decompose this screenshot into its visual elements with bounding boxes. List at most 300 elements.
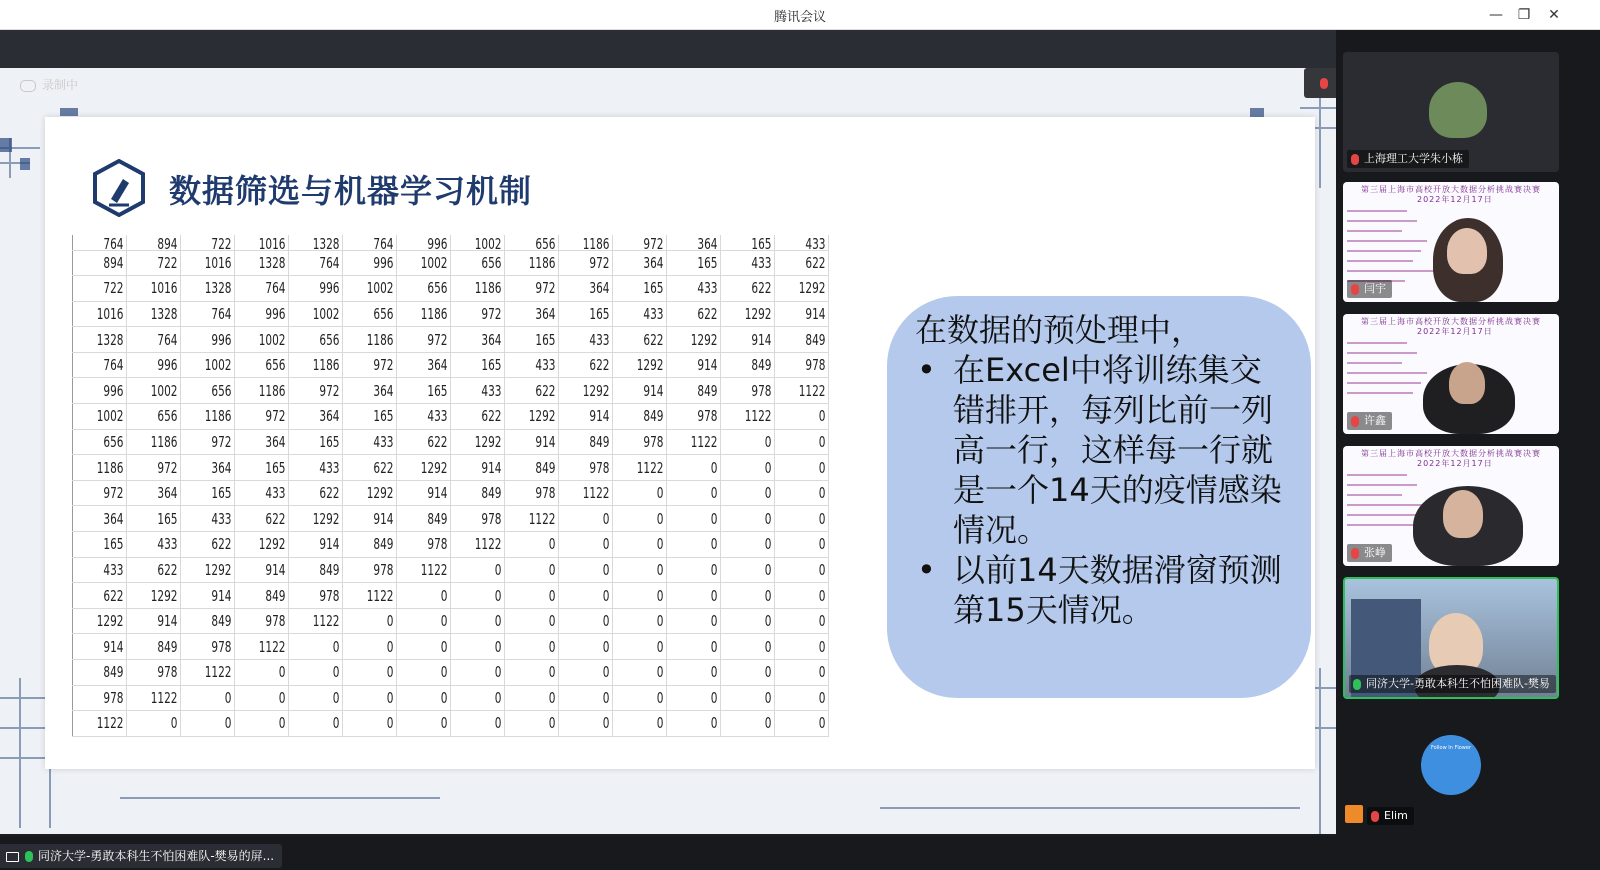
table-cell: 0 [624,711,666,737]
table-cell: 165 [138,506,180,532]
participant-panel [1336,30,1600,870]
table-cell: 622 [678,301,720,327]
table-cell: 0 [786,506,828,532]
table-cell: 1292 [462,429,504,455]
table-cell: 0 [678,506,720,532]
table-cell: 622 [624,327,666,353]
recording-label: 录制中 [42,78,79,92]
table-cell: 0 [570,557,612,583]
participant-tile[interactable] [1343,52,1559,172]
table-cell: 0 [462,634,504,660]
table-cell: 978 [246,608,288,634]
mic-active-icon [25,851,33,862]
document-date: 2022年12月17日 [1417,459,1493,468]
mic-muted-icon [1351,154,1359,165]
table-cell: 1292 [84,608,126,634]
data-table [72,235,890,755]
table-cell: 914 [246,557,288,583]
table-cell: 972 [84,480,126,506]
document-title: 第三届上海市高校开放大数据分析挑战赛决赛 [1361,185,1541,194]
excel-grid [72,235,829,737]
table-cell: 996 [354,250,396,276]
table-row [73,455,829,481]
table-cell: 764 [84,235,126,250]
table-cell: 0 [624,532,666,558]
table-cell: 0 [732,455,774,481]
table-cell: 849 [678,378,720,404]
table-cell: 978 [678,404,720,430]
table-cell: 0 [300,634,342,660]
table-cell: 433 [300,455,342,481]
table-cell: 0 [732,429,774,455]
table-cell: 0 [462,685,504,711]
table-cell: 1186 [516,250,558,276]
table-cell: 722 [138,250,180,276]
table-cell: 433 [624,301,666,327]
table-cell: 656 [462,250,504,276]
table-cell: 165 [516,327,558,353]
table-cell: 433 [678,276,720,302]
table-cell: 0 [678,455,720,481]
table-cell: 1186 [84,455,126,481]
table-cell: 1292 [732,301,774,327]
table-cell: 1186 [192,404,234,430]
table-cell: 0 [678,634,720,660]
table-cell: 433 [462,378,504,404]
table-cell: 0 [786,480,828,506]
table-cell: 165 [408,378,450,404]
table-cell: 656 [408,276,450,302]
table-cell: 996 [246,301,288,327]
table-cell: 1122 [354,583,396,609]
table-cell: 165 [570,301,612,327]
table-cell: 0 [678,608,720,634]
table-cell: 165 [300,429,342,455]
window-title: 腾讯会议 [773,10,826,25]
table-cell: 0 [354,634,396,660]
table-cell: 622 [462,404,504,430]
table-cell: 622 [354,455,396,481]
table-cell: 364 [516,301,558,327]
table-row [73,429,829,455]
table-cell: 1292 [192,557,234,583]
table-cell: 622 [192,532,234,558]
table-cell: 849 [624,404,666,430]
table-row [73,711,829,737]
share-label-text: 同济大学-勇敢本科生不怕困难队-樊易的屏... [38,849,275,863]
table-row [73,660,829,686]
table-cell: 764 [300,250,342,276]
table-cell: 656 [138,404,180,430]
document-title: 第三届上海市高校开放大数据分析挑战赛决赛 [1361,317,1541,326]
table-cell: 1122 [462,532,504,558]
table-row [73,301,829,327]
table-cell: 914 [678,352,720,378]
mic-muted-icon [1351,548,1359,559]
table-row [73,327,829,353]
pencil-hexagon-icon [93,159,145,217]
table-cell: 0 [624,506,666,532]
table-cell: 1186 [570,235,612,250]
table-cell: 1292 [678,327,720,353]
table-cell: 0 [192,711,234,737]
participant-name: 张峥 [1347,544,1392,562]
table-cell: 972 [138,455,180,481]
table-cell: 0 [570,660,612,686]
table-row [73,608,829,634]
table-cell: 914 [138,608,180,634]
table-cell: 656 [300,327,342,353]
mic-muted-icon [1351,416,1359,427]
table-cell: 433 [354,429,396,455]
table-cell: 0 [516,711,558,737]
table-cell: 1122 [624,455,666,481]
mic-muted-icon [1371,811,1379,822]
table-cell: 996 [192,327,234,353]
table-cell: 0 [246,685,288,711]
table-cell: 0 [570,532,612,558]
table-cell: 0 [624,583,666,609]
shared-screen-stage [0,30,1360,836]
table-cell: 0 [624,557,666,583]
table-cell: 0 [354,608,396,634]
mic-muted-icon [1351,284,1359,295]
table-cell: 0 [570,685,612,711]
table-cell: 622 [138,557,180,583]
table-cell: 978 [138,660,180,686]
mic-muted-icon [1320,78,1328,89]
table-cell: 0 [786,455,828,481]
table-cell: 0 [300,685,342,711]
table-cell: 1186 [246,378,288,404]
stage-top-strip [0,30,1360,68]
table-cell: 972 [516,276,558,302]
table-cell: 894 [84,250,126,276]
table-cell: 0 [786,404,828,430]
table-cell: 0 [678,532,720,558]
table-cell: 364 [678,235,720,250]
table-cell: 1328 [84,327,126,353]
table-cell: 1002 [246,327,288,353]
table-cell: 972 [246,404,288,430]
table-cell: 656 [246,352,288,378]
table-cell: 656 [192,378,234,404]
table-cell: 1292 [354,480,396,506]
table-cell: 978 [84,685,126,711]
table-cell: 0 [624,608,666,634]
table-cell: 914 [84,634,126,660]
table-cell: 364 [138,480,180,506]
table-row [73,532,829,558]
table-cell: 0 [786,634,828,660]
table-row [73,404,829,430]
participant-tile[interactable] [1343,709,1559,829]
table-cell: 0 [246,660,288,686]
table-cell: 978 [192,634,234,660]
table-cell: 849 [516,455,558,481]
table-cell: 972 [192,429,234,455]
table-cell: 433 [408,404,450,430]
table-cell: 1292 [570,378,612,404]
table-cell: 0 [408,685,450,711]
table-cell: 1016 [192,250,234,276]
table-cell: 165 [246,455,288,481]
participant-name: 上海理工大学朱小栋 [1347,150,1469,168]
table-cell: 0 [678,660,720,686]
table-cell: 364 [246,429,288,455]
table-cell: 996 [84,378,126,404]
table-cell: 764 [354,235,396,250]
table-cell: 0 [354,660,396,686]
table-cell: 364 [570,276,612,302]
table-cell: 1292 [138,583,180,609]
table-cell: 972 [300,378,342,404]
table-cell: 1002 [354,276,396,302]
table-cell: 0 [786,557,828,583]
table-cell: 914 [516,429,558,455]
participant-tile[interactable] [1343,446,1559,566]
table-cell: 433 [516,352,558,378]
table-cell: 1122 [84,711,126,737]
table-cell: 1016 [84,301,126,327]
table-cell: 0 [732,557,774,583]
table-cell: 1122 [192,660,234,686]
table-cell: 0 [354,711,396,737]
table-cell: 849 [138,634,180,660]
table-cell: 0 [678,583,720,609]
table-cell: 165 [462,352,504,378]
bottom-status-bar [0,836,1336,870]
table-cell: 0 [300,660,342,686]
table-cell: 364 [300,404,342,430]
table-cell: 1292 [786,276,828,302]
table-cell: 1002 [84,404,126,430]
table-cell: 1002 [138,378,180,404]
table-cell: 1292 [300,506,342,532]
table-row [73,250,829,276]
document-date: 2022年12月17日 [1417,327,1493,336]
slide-title: 数据筛选与机器学习机制 [169,172,533,210]
table-cell: 0 [570,634,612,660]
minimize-icon[interactable]: — [1489,7,1503,23]
table-cell: 0 [462,557,504,583]
table-cell: 0 [408,608,450,634]
presentation-slide [45,117,1315,769]
table-cell: 433 [732,250,774,276]
table-cell: 1122 [678,429,720,455]
table-cell: 165 [192,480,234,506]
table-row [73,685,829,711]
table-cell: 1122 [138,685,180,711]
table-cell: 0 [462,711,504,737]
table-cell: 0 [300,711,342,737]
table-cell: 165 [354,404,396,430]
table-row [73,480,829,506]
table-cell: 914 [732,327,774,353]
table-cell: 1016 [138,276,180,302]
table-row [73,634,829,660]
table-cell: 622 [516,378,558,404]
table-cell: 0 [516,583,558,609]
user-avatar-icon [1345,805,1363,823]
table-cell: 0 [246,711,288,737]
participant-name: 同济大学-勇敢本科生不怕困难队-樊易 [1349,675,1556,693]
table-cell: 849 [786,327,828,353]
table-cell: 433 [570,327,612,353]
screen-share-label[interactable] [0,844,282,868]
explanation-bubble [887,296,1311,698]
table-row [73,352,829,378]
table-cell: 0 [516,634,558,660]
avatar [1429,82,1487,138]
table-cell: 0 [516,685,558,711]
table-cell: 1292 [246,532,288,558]
bubble-intro: 在数据的预处理中， [915,311,1204,349]
table-cell: 849 [84,660,126,686]
table-cell: 165 [732,235,774,250]
table-cell: 972 [624,235,666,250]
table-cell: 1122 [516,506,558,532]
window-titlebar [0,0,1600,30]
table-cell: 1328 [300,235,342,250]
participant-tile-active[interactable] [1343,577,1559,699]
table-cell: 622 [84,583,126,609]
table-cell: 622 [570,352,612,378]
table-cell: 978 [516,480,558,506]
table-cell: 1122 [732,404,774,430]
table-cell: 894 [138,235,180,250]
mic-active-icon [1353,679,1361,690]
table-cell: 996 [300,276,342,302]
participant-tile[interactable] [1343,182,1559,302]
table-cell: 656 [516,235,558,250]
table-row [73,276,829,302]
table-cell: 972 [462,301,504,327]
table-cell: 364 [354,378,396,404]
table-cell: 0 [624,480,666,506]
table-row [73,235,829,250]
table-cell: 0 [408,583,450,609]
table-cell: 914 [570,404,612,430]
table-row [73,583,829,609]
table-cell: 978 [408,532,450,558]
table-cell: 0 [732,685,774,711]
restore-icon[interactable]: ❐ [1517,7,1531,23]
table-cell: 978 [300,583,342,609]
table-cell: 849 [192,608,234,634]
table-cell: 0 [570,711,612,737]
table-cell: 0 [570,608,612,634]
table-cell: 0 [516,608,558,634]
table-cell: 0 [354,685,396,711]
table-cell: 0 [570,506,612,532]
table-cell: 849 [300,557,342,583]
table-cell: 914 [462,455,504,481]
table-cell: 764 [246,276,288,302]
table-cell: 978 [732,378,774,404]
table-cell: 1328 [138,301,180,327]
table-cell: 622 [408,429,450,455]
recording-indicator[interactable] [20,76,78,93]
close-icon[interactable]: ✕ [1548,7,1560,23]
table-row [73,506,829,532]
table-cell: 0 [732,660,774,686]
avatar [1421,735,1481,795]
table-cell: 0 [786,660,828,686]
table-cell: 433 [246,480,288,506]
table-cell: 1002 [192,352,234,378]
participant-name: 许鑫 [1347,412,1392,430]
table-cell: 0 [678,480,720,506]
table-cell: 0 [786,685,828,711]
table-cell: 0 [786,429,828,455]
table-cell: 1122 [246,634,288,660]
table-cell: 0 [516,660,558,686]
table-cell: 0 [408,634,450,660]
table-cell: 972 [354,352,396,378]
bubble-bullet-2: • 以前14天数据滑窗预测第15天情况。 [915,550,1289,630]
table-cell: 0 [732,634,774,660]
table-cell: 914 [624,378,666,404]
table-cell: 849 [732,352,774,378]
table-cell: 656 [354,301,396,327]
table-cell: 722 [84,276,126,302]
table-cell: 978 [462,506,504,532]
table-cell: 849 [408,506,450,532]
table-cell: 0 [624,685,666,711]
table-cell: 1016 [246,235,288,250]
table-cell: 364 [84,506,126,532]
table-cell: 433 [786,235,828,250]
table-cell: 914 [786,301,828,327]
table-cell: 622 [246,506,288,532]
table-cell: 1186 [354,327,396,353]
table-cell: 0 [732,480,774,506]
table-cell: 0 [516,532,558,558]
table-cell: 972 [408,327,450,353]
participant-tile[interactable] [1343,314,1559,434]
table-cell: 1122 [300,608,342,634]
table-cell: 1292 [516,404,558,430]
table-cell: 0 [786,711,828,737]
bubble-bullet-1: • 在Excel中将训练集交错排开，每列比前一列高一行，这样每一行就是一个14天的疫情感染情况。 [915,350,1289,550]
table-cell: 0 [732,608,774,634]
table-cell: 764 [192,301,234,327]
table-cell: 914 [408,480,450,506]
table-cell: 849 [570,429,612,455]
table-cell: 1328 [246,250,288,276]
table-cell: 1186 [138,429,180,455]
table-cell: 978 [570,455,612,481]
table-cell: 0 [732,711,774,737]
table-cell: 433 [192,506,234,532]
table-cell: 849 [462,480,504,506]
table-cell: 914 [354,506,396,532]
table-cell: 1292 [408,455,450,481]
table-cell: 0 [786,532,828,558]
table-cell: 0 [516,557,558,583]
table-cell: 1122 [570,480,612,506]
table-cell: 0 [408,660,450,686]
document-date: 2022年12月17日 [1417,195,1493,204]
table-cell: 433 [84,557,126,583]
table-cell: 0 [462,583,504,609]
table-cell: 978 [624,429,666,455]
table-cell: 364 [462,327,504,353]
table-cell: 914 [192,583,234,609]
table-cell: 622 [300,480,342,506]
table-cell: 1186 [300,352,342,378]
